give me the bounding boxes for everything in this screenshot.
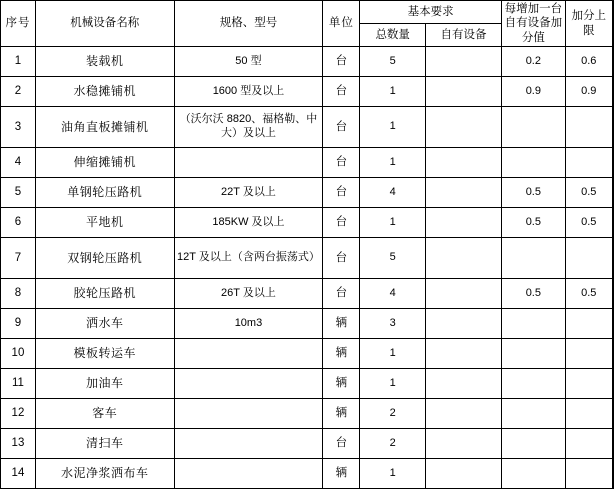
cell-own — [426, 339, 502, 369]
cell-cap — [565, 339, 612, 369]
cell-total: 2 — [360, 429, 426, 459]
cell-add — [502, 309, 566, 339]
cell-add — [502, 107, 566, 148]
cell-add — [502, 429, 566, 459]
cell-name: 清扫车 — [35, 429, 174, 459]
cell-unit: 台 — [323, 208, 360, 238]
cell-spec — [174, 148, 323, 178]
header-own: 自有设备 — [426, 24, 502, 47]
cell-unit: 辆 — [323, 459, 360, 489]
header-add-per-unit: 每增加一台自有设备加分值 — [502, 1, 566, 47]
cell-total: 2 — [360, 399, 426, 429]
table-row — [1, 208, 614, 238]
cell-seq: 3 — [1, 107, 36, 148]
cell-total: 4 — [360, 279, 426, 309]
table-row — [1, 77, 614, 107]
header-basic-group: 基本要求 — [360, 1, 502, 24]
cell-unit: 台 — [323, 77, 360, 107]
cell-own — [426, 107, 502, 148]
cell-name: 洒水车 — [35, 309, 174, 339]
cell-name: 客车 — [35, 399, 174, 429]
cell-own — [426, 238, 502, 279]
cell-total: 1 — [360, 459, 426, 489]
cell-spec: 26T 及以上 — [174, 279, 323, 309]
cell-unit: 辆 — [323, 399, 360, 429]
cell-total: 3 — [360, 309, 426, 339]
cell-cap — [565, 309, 612, 339]
cell-own — [426, 208, 502, 238]
cell-name: 平地机 — [35, 208, 174, 238]
cell-cap — [565, 148, 612, 178]
cell-cap: 0.5 — [565, 178, 612, 208]
cell-name: 伸缩摊铺机 — [35, 148, 174, 178]
cell-own — [426, 77, 502, 107]
cell-spec: 185KW 及以上 — [174, 208, 323, 238]
cell-name: 水泥净浆洒布车 — [35, 459, 174, 489]
cell-own — [426, 369, 502, 399]
cell-seq: 4 — [1, 148, 36, 178]
cell-name: 加油车 — [35, 369, 174, 399]
cell-unit: 台 — [323, 47, 360, 77]
cell-spec: 10m3 — [174, 309, 323, 339]
cell-seq: 13 — [1, 429, 36, 459]
cell-spec: 50 型 — [174, 47, 323, 77]
cell-name: 装载机 — [35, 47, 174, 77]
cell-unit: 台 — [323, 429, 360, 459]
cell-unit: 台 — [323, 178, 360, 208]
cell-total: 1 — [360, 369, 426, 399]
cell-seq: 10 — [1, 339, 36, 369]
cell-add — [502, 369, 566, 399]
cell-unit: 辆 — [323, 369, 360, 399]
cell-spec: 1600 型及以上 — [174, 77, 323, 107]
cell-spec: （沃尔沃 8820、福格勒、中大）及以上 — [174, 107, 323, 148]
cell-seq: 11 — [1, 369, 36, 399]
cell-spec — [174, 399, 323, 429]
table-row — [1, 369, 614, 399]
cell-add: 0.9 — [502, 77, 566, 107]
cell-cap — [565, 429, 612, 459]
table-row — [1, 238, 614, 279]
table-row — [1, 148, 614, 178]
table-row — [1, 178, 614, 208]
cell-seq: 6 — [1, 208, 36, 238]
cell-own — [426, 399, 502, 429]
cell-total: 1 — [360, 148, 426, 178]
cell-own — [426, 279, 502, 309]
cell-total: 1 — [360, 339, 426, 369]
cell-spec: 12T 及以上（含两台振荡式） — [174, 238, 323, 279]
cell-seq: 2 — [1, 77, 36, 107]
cell-seq: 1 — [1, 47, 36, 77]
cell-add: 0.5 — [502, 279, 566, 309]
cell-add — [502, 238, 566, 279]
cell-add — [502, 399, 566, 429]
cell-seq: 14 — [1, 459, 36, 489]
cell-total: 1 — [360, 208, 426, 238]
table-row — [1, 399, 614, 429]
header-unit: 单位 — [323, 1, 360, 47]
cell-cap: 0.5 — [565, 279, 612, 309]
cell-seq: 12 — [1, 399, 36, 429]
cell-cap — [565, 238, 612, 279]
cell-cap: 0.9 — [565, 77, 612, 107]
cell-spec — [174, 339, 323, 369]
header-spec: 规格、型号 — [174, 1, 323, 47]
header-seq: 序号 — [1, 1, 36, 47]
header-cap: 加分上限 — [565, 1, 612, 47]
cell-unit: 台 — [323, 279, 360, 309]
cell-name: 胶轮压路机 — [35, 279, 174, 309]
header-name: 机械设备名称 — [35, 1, 174, 47]
cell-unit: 台 — [323, 238, 360, 279]
cell-total: 4 — [360, 178, 426, 208]
cell-total: 5 — [360, 47, 426, 77]
cell-own — [426, 47, 502, 77]
cell-own — [426, 429, 502, 459]
cell-unit: 辆 — [323, 339, 360, 369]
cell-add: 0.2 — [502, 47, 566, 77]
cell-cap — [565, 369, 612, 399]
table-row — [1, 107, 614, 148]
cell-remark — [612, 47, 613, 489]
cell-name: 模板转运车 — [35, 339, 174, 369]
cell-name: 油角直板摊铺机 — [35, 107, 174, 148]
cell-spec — [174, 369, 323, 399]
cell-cap: 0.5 — [565, 208, 612, 238]
cell-total: 5 — [360, 238, 426, 279]
cell-seq: 9 — [1, 309, 36, 339]
header-remark — [612, 1, 613, 47]
cell-unit: 辆 — [323, 309, 360, 339]
cell-seq: 7 — [1, 238, 36, 279]
cell-spec — [174, 429, 323, 459]
table-row — [1, 47, 614, 77]
cell-add: 0.5 — [502, 208, 566, 238]
cell-cap: 0.6 — [565, 47, 612, 77]
cell-total: 1 — [360, 107, 426, 148]
cell-name: 单钢轮压路机 — [35, 178, 174, 208]
header-total: 总数量 — [360, 24, 426, 47]
cell-name: 双钢轮压路机 — [35, 238, 174, 279]
cell-own — [426, 148, 502, 178]
cell-own — [426, 309, 502, 339]
table-header-row-1 — [1, 1, 614, 24]
table-row — [1, 279, 614, 309]
cell-unit: 台 — [323, 107, 360, 148]
cell-cap — [565, 399, 612, 429]
table-row — [1, 309, 614, 339]
cell-unit: 台 — [323, 148, 360, 178]
cell-total: 1 — [360, 77, 426, 107]
cell-add: 0.5 — [502, 178, 566, 208]
cell-spec: 22T 及以上 — [174, 178, 323, 208]
table-row — [1, 429, 614, 459]
cell-seq: 5 — [1, 178, 36, 208]
cell-own — [426, 178, 502, 208]
table-row — [1, 339, 614, 369]
cell-add — [502, 339, 566, 369]
cell-cap — [565, 107, 612, 148]
cell-name: 水稳摊铺机 — [35, 77, 174, 107]
cell-add — [502, 148, 566, 178]
cell-seq: 8 — [1, 279, 36, 309]
